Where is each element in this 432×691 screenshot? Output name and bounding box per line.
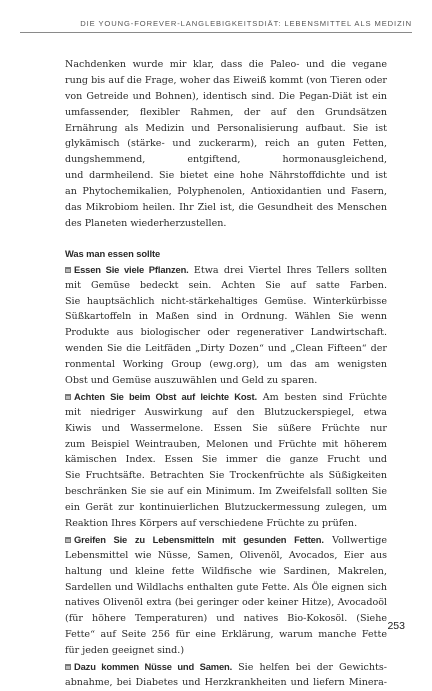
text-line: wenden Sie die Leitfäden „Dirty Dozen“ und „Clean Fifteen“ der	[65, 343, 387, 355]
text-line: für jeden geeignet sind.)	[65, 645, 185, 657]
text-line: Kiwis und Wassermelone. Essen Sie süßere Früchte nur	[65, 422, 387, 434]
text-line: Obst und Gemüse auszuwählen und Geld zu sparen.	[65, 374, 318, 386]
text-line: Sardellen und Wildlachs enthalten gute Fette. Als Öle eignen sich	[65, 581, 387, 593]
text-line: des Planeten wiederherzustellen.	[65, 217, 227, 229]
text-line: haltung und kleine fette Wildfische wie Sardinen, Makrelen,	[65, 565, 387, 577]
bullet-first-line	[65, 532, 387, 548]
text-line: zum Beispiel Weintrauben, Melonen und Früchte mit höherem	[65, 438, 387, 450]
body-text	[65, 57, 387, 691]
text-line: beschränken Sie sie auf ein Minimum. Im Zweifelsfall sollten Sie	[65, 486, 387, 498]
text-line: dungshemmend, entgiftend, hormonausgleichend,	[65, 154, 387, 166]
text-line: umfassender, flexibler Rahmen, der auf den Grundsätzen	[65, 106, 387, 118]
text-line: Ernährung als Medizin und Personalisierung aufbaut. Sie ist	[65, 122, 387, 134]
running-header: DIE YOUNG-FOREVER-LANGLEBIGKEITSDIÄT: LEBENSMITTEL ALS MEDIZIN	[80, 19, 412, 28]
bullet-title: Dazu kommen Nüsse und Samen.	[74, 661, 233, 673]
bullet-square-icon	[65, 394, 71, 400]
header-divider	[20, 32, 412, 33]
bullet-title: Achten Sie beim Obst auf leichte Kost.	[74, 390, 257, 402]
text-line: an Phytochemikalien, Polyphenolen, Antioxidantien und Fasern,	[65, 186, 387, 198]
text-line: und darmheilend. Sie bietet eine hohe Nährstoffdichte und ist	[65, 170, 387, 182]
text-line: mit niedriger Auswirkung auf den Blutzuckerspiegel, etwa	[65, 406, 387, 418]
text-line: Produkte aus biologischer oder regenerativer Landwirtschaft.	[65, 327, 387, 339]
text-line: glykämisch (stärke- und zuckerarm), reich an guten Fetten,	[65, 138, 387, 150]
text-line: abnahme, bei Diabetes und Herzkrankheiten und liefern Minera-	[65, 676, 387, 688]
text-line: Sie Fruchtsäfte. Betrachten Sie Trockenfrüchte als Süßigkeiten	[65, 470, 387, 482]
text-line: Fette“ auf Seite 256 für eine Erklärung, warum manche Fette	[65, 629, 387, 641]
text-line: rung bis auf die Frage, woher das Eiweiß kommt (von Tieren oder	[65, 74, 387, 86]
text-line: Nachdenken wurde mir klar, dass die Paleo- und die vegane	[65, 59, 387, 70]
bullet-item	[65, 262, 387, 389]
bullet-square-icon	[65, 664, 71, 670]
text-line: Reaktion Ihres Körpers auf verschiedene Früchte zu prüfen.	[65, 517, 358, 529]
text-line: Süßkartoffeln in Maßen sind in Ordnung. Wählen Sie wenn	[65, 311, 387, 323]
bullet-first-line	[65, 389, 387, 405]
bullet-first-line	[65, 659, 387, 675]
bullet-item	[65, 532, 387, 659]
text-line: das Mikrobiom heilen. Ihr Ziel ist, die Gesundheit des Menschen	[65, 202, 387, 214]
text-line: (für höhere Temperaturen) und natives Bio-Kokosöl. (Siehe	[65, 613, 387, 625]
bullet-text: Etwa drei Viertel Ihres Tellers sollten	[188, 264, 387, 276]
bullet-first-line	[65, 262, 387, 278]
bullet-square-icon	[65, 267, 71, 273]
text-line: von Getreide und Bohnen), identisch sind. Die Pegan-Diät ist ein	[65, 90, 387, 102]
bullet-text: Sie helfen bei der Gewichts-	[232, 662, 387, 674]
section-heading: Was man essen sollte	[65, 247, 161, 259]
text-line: mit Gemüse bedeckt sein. Achten Sie auf satte Farben.	[65, 279, 387, 291]
text-line: Sie hauptsächlich nicht-stärkehaltiges Gemüse. Winterkürbisse	[65, 295, 387, 307]
bullet-square-icon	[65, 537, 71, 543]
bullet-item	[65, 389, 387, 532]
page-number: 253	[387, 620, 405, 632]
text-line: natives Olivenöl extra (bei geringer oder keiner Hitze), Avocadoöl	[65, 597, 387, 609]
text-line: kämischen Index. Essen Sie immer die ganze Frucht und	[65, 454, 387, 466]
text-line: ronmental Working Group (ewg.org), um das am wenigsten	[65, 359, 387, 371]
bullet-title: Greifen Sie zu Lebensmitteln mit gesunden Fetten.	[74, 533, 324, 545]
text-line: Lebensmittel wie Nüsse, Samen, Olivenöl, Avocados, Eier aus	[65, 549, 387, 561]
intro-paragraph	[65, 57, 387, 232]
bullet-title: Essen Sie viele Pflanzen.	[74, 263, 189, 275]
bullet-text: Vollwertige	[323, 534, 387, 546]
text-line: ein Gerät zur kontinuierlichen Blutzuckermessung zulegen, um	[65, 502, 387, 514]
bullet-text: Am besten sind Früchte	[256, 391, 387, 403]
bullet-item	[65, 659, 387, 691]
